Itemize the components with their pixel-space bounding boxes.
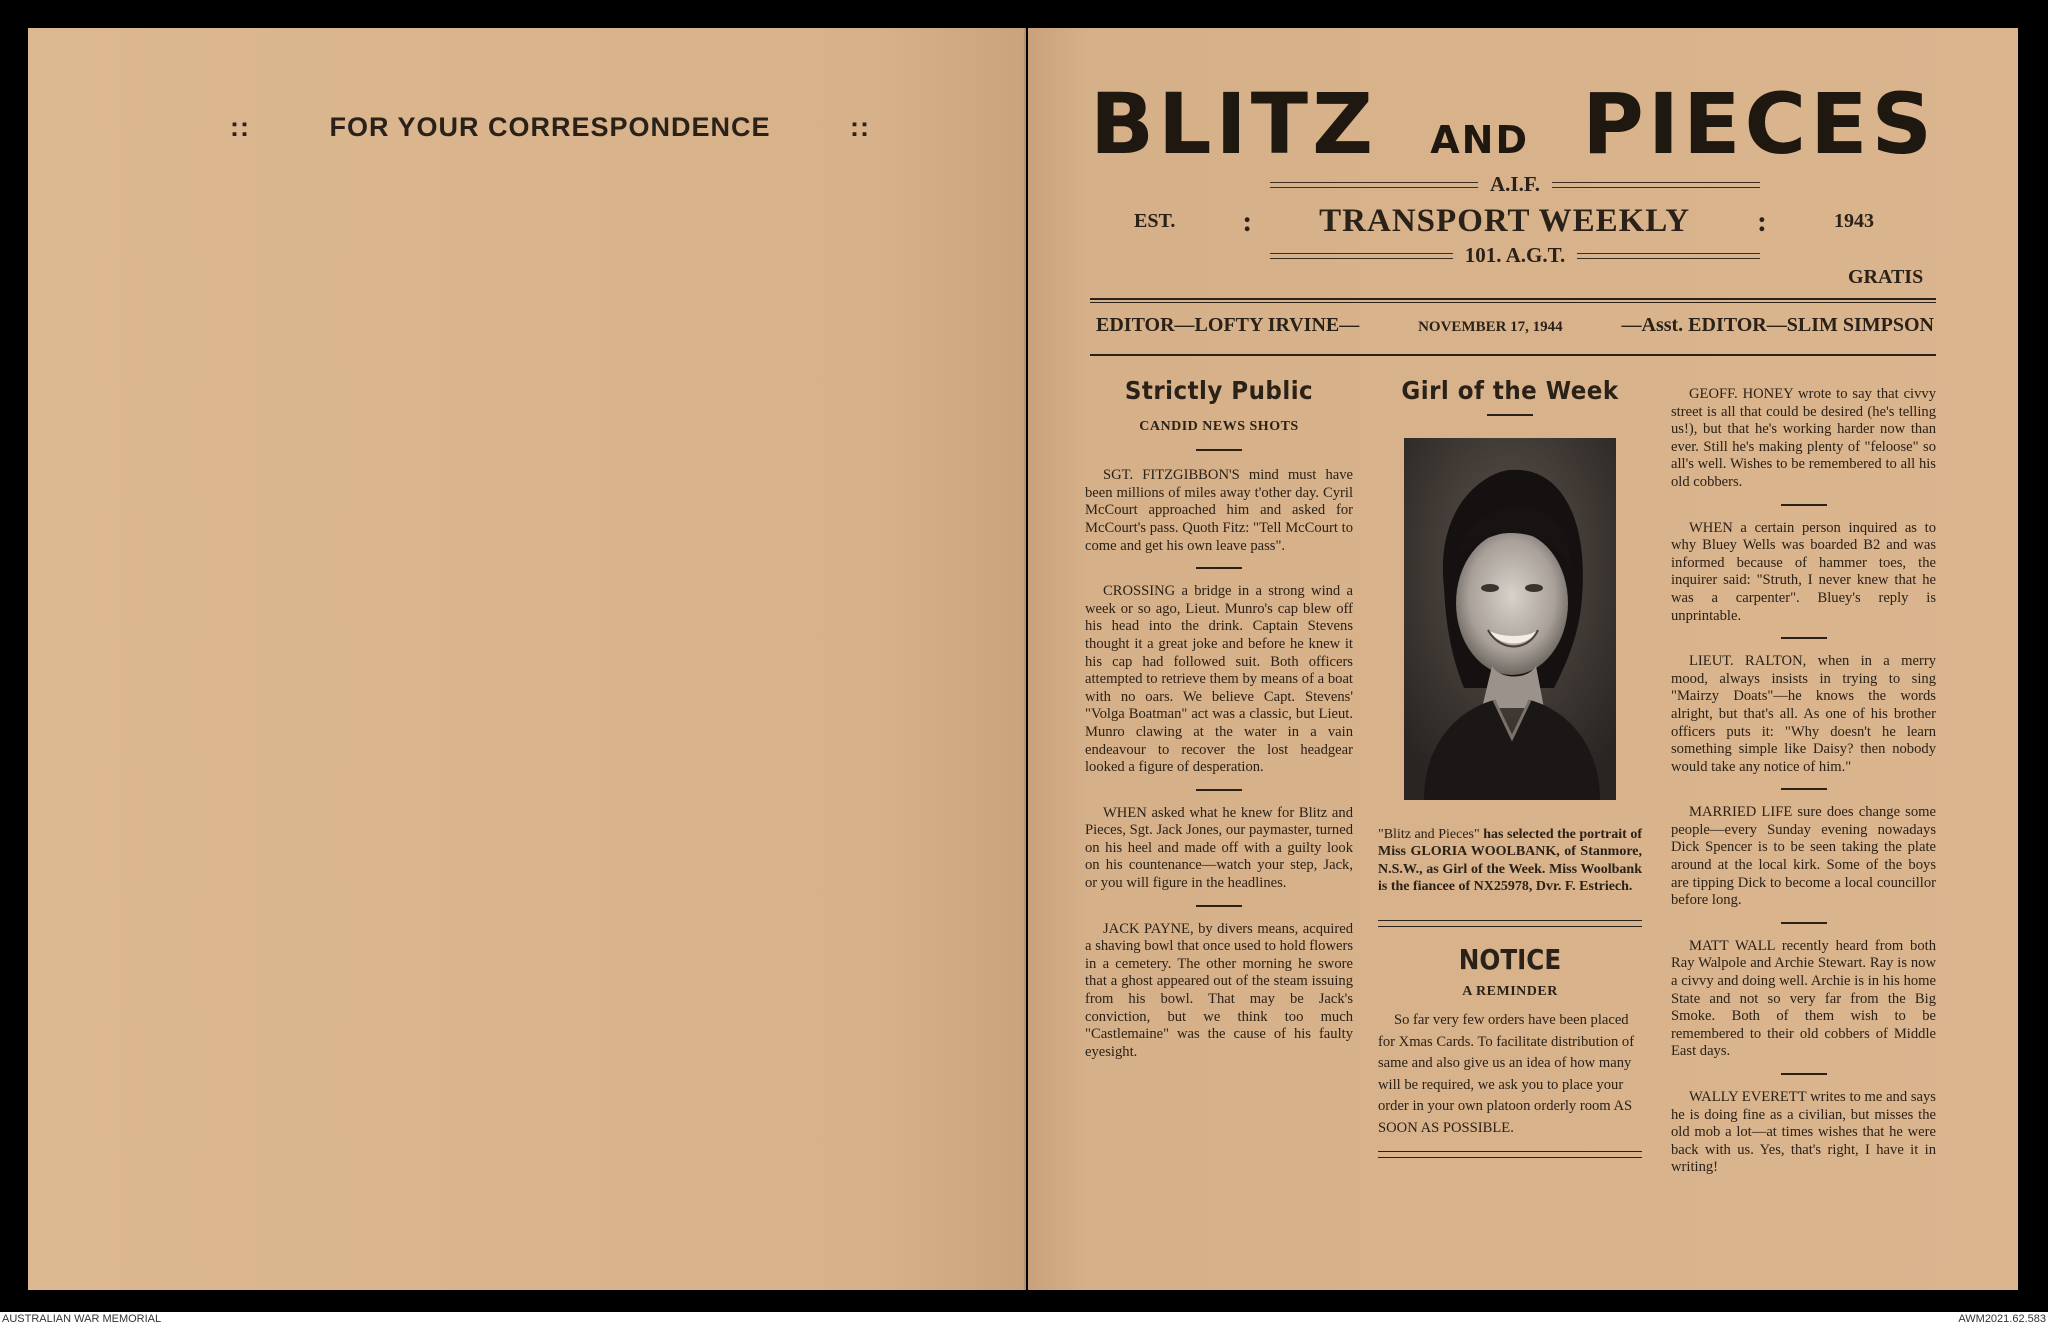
left-page: [28, 28, 1026, 1290]
title-pieces: PIECES: [1582, 75, 1936, 173]
footer-credit: AUSTRALIAN WAR MEMORIAL: [2, 1313, 162, 1325]
masthead: [1090, 75, 1936, 173]
ornament-left: ::: [230, 112, 250, 142]
aif-row: [1270, 172, 1760, 197]
news-item: CROSSING a bridge in a strong wind a week or so ago, Lieut. Munro's cap blew off his head into the drink. Captain Stevens thought it a great joke and before he knew it his cap had followed suit. Both officers attempted to retrieve them by means of a boat with no oars. We believe Capt. Stevens' "Volga Boatman" act was a classic, but Lieut. Munro clawing at the water in a vain endeavour to recover the lost headgear looked a figure of desperation.: [1085, 583, 1353, 776]
est-year: 1943: [1833, 210, 1874, 232]
news-item: MARRIED LIFE sure does change some people—every Sunday evening nowadays Dick Spencer is to be seen taking the plate around at the local kirk. Some of the boys are tipping Dick to become a local councillor before long.: [1671, 804, 1936, 909]
news-item: SGT. FITZGIBBON'S mind must have been millions of miles away t'other day. Cyril McCourt approached him and asked for McCourt's pass. Quoth Fitz: "Tell McCourt to come and get his own leave pass".: [1085, 467, 1353, 554]
issue-date: NOVEMBER 17, 1944: [1418, 319, 1563, 335]
caption-quote: "Blitz and Pieces": [1378, 826, 1480, 842]
correspondence-heading: FOR YOUR CORRESPONDENCE: [329, 112, 771, 142]
editor-name: EDITOR—LOFTY IRVINE—: [1096, 314, 1360, 336]
rule-bottom: [1090, 354, 1936, 356]
editor-line: [1096, 314, 1934, 337]
column-heading: Girl of the Week: [1401, 376, 1619, 405]
footer-bar: [0, 1312, 2048, 1328]
column-girl-of-the-week: [1378, 376, 1642, 1158]
column-personal-news: [1671, 380, 1936, 1177]
news-item: WALLY EVERETT writes to me and says he is doing fine as a civilian, but misses the old mob a lot—at times wishes that he were back with us. Yes, that's right, I have it in writing!: [1671, 1089, 1936, 1176]
divider: [1552, 182, 1760, 188]
rule-top: [1090, 298, 1936, 300]
title-and: AND: [1430, 118, 1530, 162]
colon-right: :: [1757, 204, 1768, 238]
unit-row: [1270, 243, 1760, 268]
news-item: JACK PAYNE, by divers means, acquired a shaving bowl that once used to hold flowers in a cemetery. The other morning he swore that a ghost appeared out of the steam issuing from his bowl. That may be Jack's conviction, but we think too much "Castlemaine" was the cause of his faulty eyesight.: [1085, 920, 1353, 1060]
notice-subheading: A REMINDER: [1462, 983, 1558, 999]
caption-text: has selected the portrait of Miss GLORIA WOOLBANK, of Stanmore, N.S.W., as Girl of the Week. Miss Woolbank is the fiancee of NX25978, Dvr. F. Estriech.: [1378, 826, 1642, 895]
divider: [1781, 504, 1827, 506]
news-item: LIEUT. RALTON, when in a merry mood, always insists in trying to sing "Mairzy Doats"—he knows the words alright, but that's all. As one of his brother officers puts it: "Why doesn't he learn something simple like Daisy? then nobody would take any notice of him.": [1671, 653, 1936, 775]
notice-rule-bottom: [1378, 1151, 1642, 1158]
notice-heading: NOTICE: [1458, 942, 1562, 976]
column-subheading: CANDID NEWS SHOTS: [1139, 418, 1299, 434]
divider: [1781, 1073, 1827, 1075]
est-row: [1134, 203, 1874, 240]
news-item: MATT WALL recently heard from both Ray Walpole and Archie Stewart. Ray is now a civvy and doing well. Archie is in his home State and not so very far from the Big Smoke. Both of them wish to be remembered to their old cobbers of Middle East days.: [1671, 937, 1936, 1060]
portrait-image: [1404, 438, 1616, 800]
ornament-right: ::: [850, 112, 870, 142]
assistant-editor: —Asst. EDITOR—SLIM SIMPSON: [1621, 314, 1934, 336]
divider: [1196, 789, 1242, 791]
photo-caption: [1378, 826, 1642, 896]
divider: [1781, 922, 1827, 924]
divider: [1781, 637, 1827, 639]
news-item: WHEN asked what he knew for Blitz and Pieces, Sgt. Jack Jones, our paymaster, turned on his heel and made off with a guilty look on his countenance—watch your step, Jack, or you will figure in the headlines.: [1085, 804, 1353, 892]
news-item: GEOFF. HONEY wrote to say that civvy street is all that could be desired (he's telling us!), but that he's working harder now than ever. Still he's making plenty of "feloose" so all's well. Wishes to be remembered to all his old cobbers.: [1671, 386, 1936, 490]
footer-accession: AWM2021.62.583: [1958, 1313, 2046, 1325]
notice-body: So far very few orders have been placed for Xmas Cards. To facilitate distribution of same and also give us an idea of how many will be required, we ask you to place your order in your own platoon orderly room AS SOON AS POSSIBLE.: [1378, 1012, 1635, 1136]
colon-left: :: [1242, 204, 1253, 238]
correspondence-heading-row: [230, 112, 870, 143]
column-strictly-public: [1085, 376, 1353, 1061]
column-heading: Strictly Public: [1124, 376, 1314, 405]
divider: [1487, 414, 1533, 416]
divider: [1196, 567, 1242, 569]
title-blitz: BLITZ: [1090, 75, 1378, 173]
transport-weekly: TRANSPORT WEEKLY: [1319, 203, 1691, 239]
gratis-label: GRATIS: [1848, 266, 1924, 288]
divider: [1196, 905, 1242, 907]
aif-label: A.I.F.: [1490, 172, 1540, 196]
divider: [1577, 253, 1760, 259]
newspaper-title: [1090, 75, 1936, 173]
unit-label: 101. A.G.T.: [1464, 243, 1566, 267]
divider: [1196, 449, 1242, 451]
rule-top-thin: [1090, 302, 1936, 303]
divider: [1270, 182, 1478, 188]
notice-rule-top: [1378, 920, 1642, 927]
divider: [1270, 253, 1453, 259]
news-item: WHEN a certain person inquired as to why Bluey Wells was boarded B2 and was informed because of hammer toes, the inquirer said: "Struth, I never knew that he was a carpenter". Bluey's reply is unprintable.: [1671, 519, 1936, 624]
portrait-photo: [1404, 438, 1616, 800]
divider: [1781, 788, 1827, 790]
est-label: EST.: [1134, 210, 1176, 232]
